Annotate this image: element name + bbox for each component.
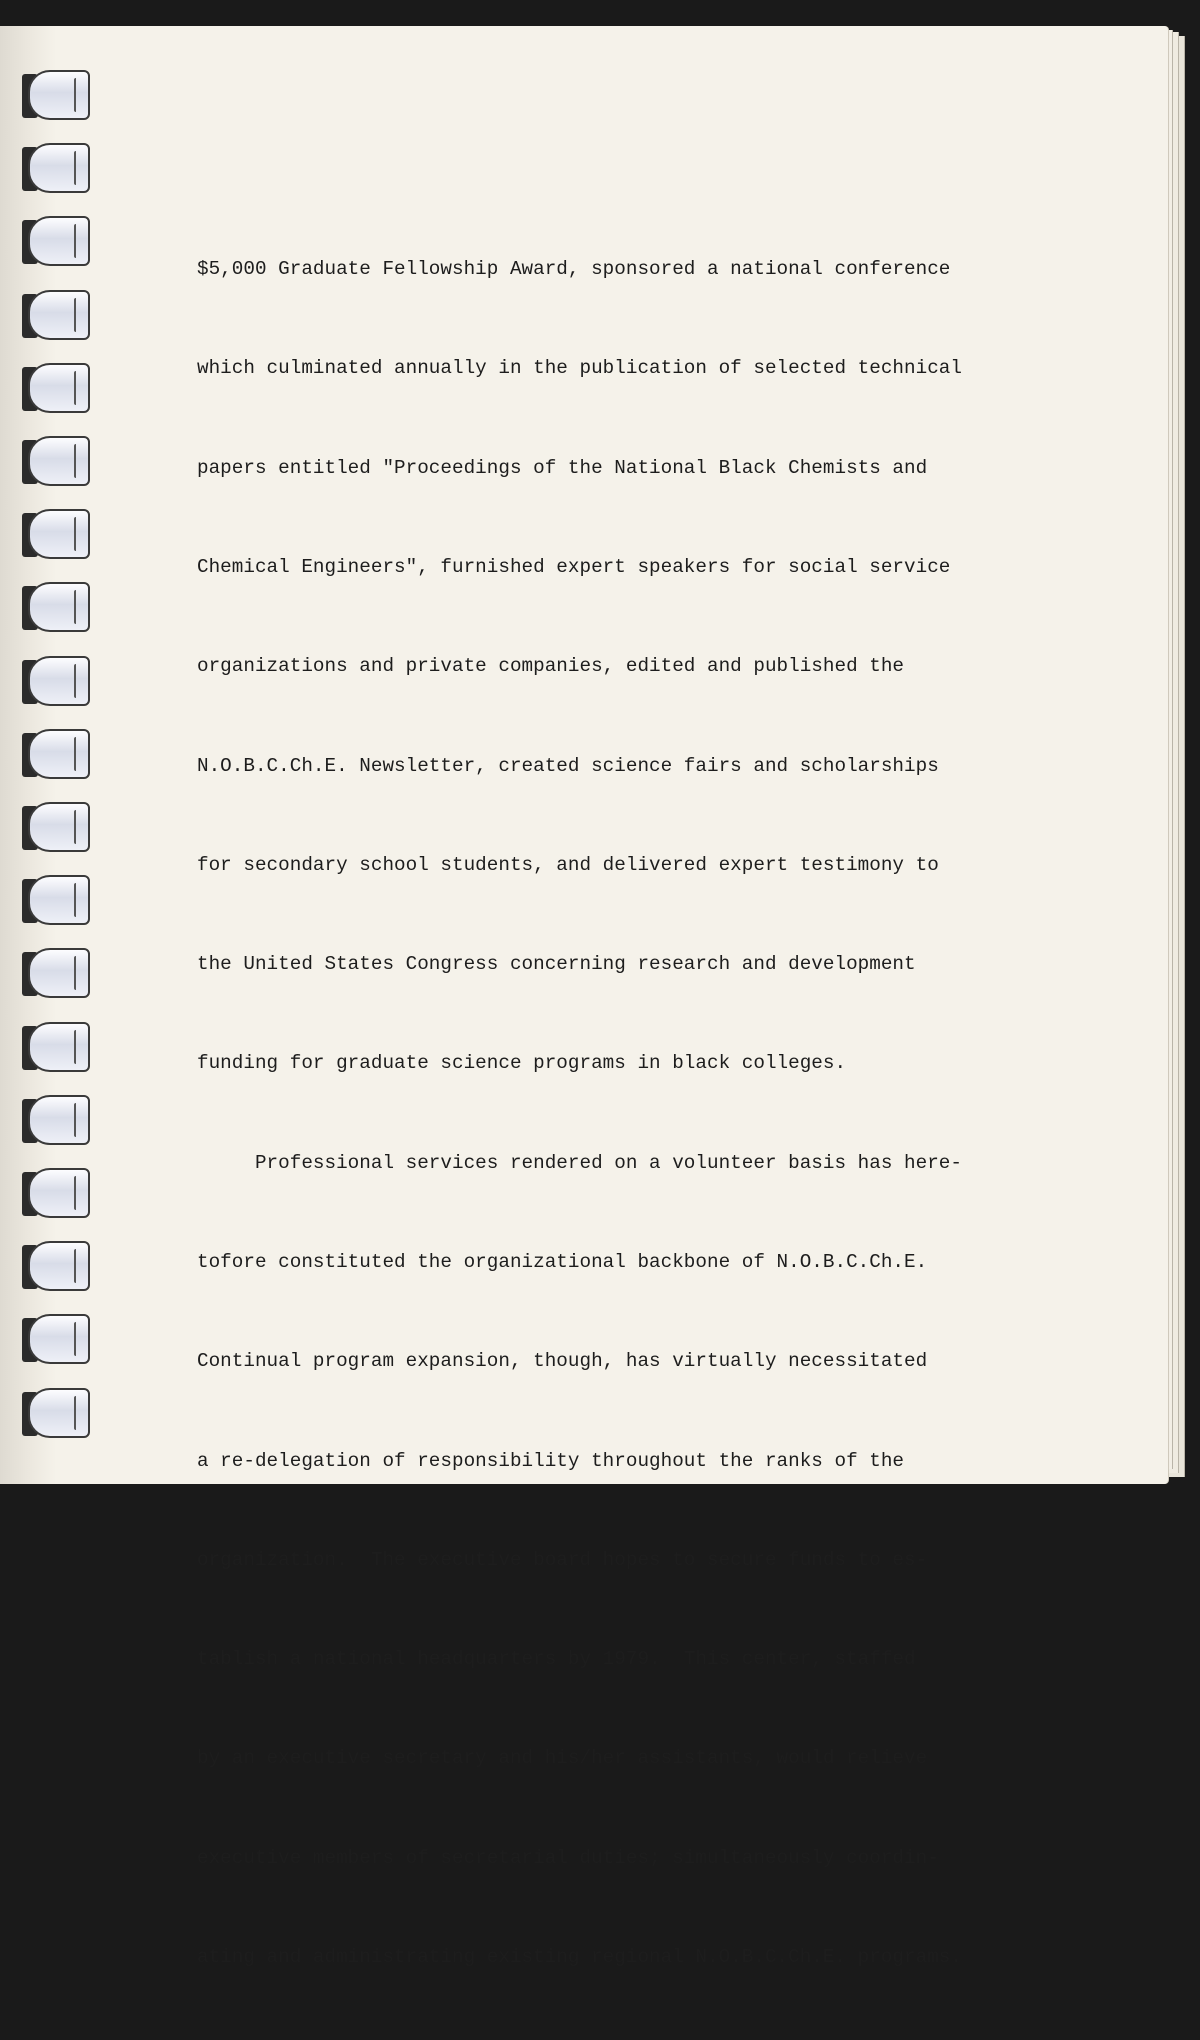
text-line: funding for graduate science programs in black colleges. (197, 1052, 847, 1075)
text-line: N.O.B.C.Ch.E. Newsletter, created science fairs and scholarships (197, 754, 939, 777)
binding-ring (28, 1314, 90, 1364)
binding-ring (28, 436, 90, 486)
paragraph-start-line: Professional services rendered on a volunteer basis has here- (197, 1151, 962, 1174)
binding-ring (28, 582, 90, 632)
text-line: Continual program expansion, though, has virtually necessitated (197, 1350, 928, 1373)
text-line: tofore constituted the organizational backbone of N.O.B.C.Ch.E. (197, 1251, 928, 1273)
binding-ring (28, 1095, 90, 1145)
text-line: organization. The executive board hopes to secure funds to es- (197, 1548, 928, 1571)
text-line: by an executive secretary and his/her assistants, would relieve (197, 1747, 928, 1770)
text-line: papers entitled "Proceedings of the National Black Chemists and (197, 456, 928, 479)
text-line: executive members of secretarial duties; simultaneously coordin- (197, 1846, 939, 1869)
binding-ring (28, 948, 90, 998)
binding-ring (28, 656, 90, 706)
text-line: tablish a national headquarters by 1979. This center, staffed (197, 1648, 916, 1671)
binding-ring (28, 802, 90, 852)
binding-ring (28, 70, 90, 120)
binding-ring (28, 509, 90, 559)
binding-ring (28, 143, 90, 193)
text-line: $5,000 Graduate Fellowship Award, sponsored a national conference (197, 258, 951, 281)
binding-ring (28, 729, 90, 779)
binding-ring (28, 875, 90, 925)
binding-ring (28, 1022, 90, 1072)
text-line: Chemical Engineers", furnished expert speakers for social service (197, 556, 951, 579)
binding-ring (28, 216, 90, 266)
text-line: organizations and private companies, edited and published the (197, 655, 905, 678)
binding-ring (28, 1388, 90, 1438)
text-line: for secondary school students, and delivered expert testimony to (197, 853, 939, 876)
binding-ring (28, 363, 90, 413)
binding-ring (28, 290, 90, 340)
binding-ring (28, 1241, 90, 1291)
binding-ring (28, 1168, 90, 1218)
text-line: which culminated annually in the publication of selected technical (197, 357, 962, 380)
text-line: a re-delegation of responsibility throughout the ranks of the (197, 1449, 905, 1472)
body-text (197, 187, 1097, 2040)
text-line: the United States Congress concerning research and development (197, 953, 916, 976)
text-line: ating and administrating existing regional N.O.B.C.Ch.E. programs. (197, 1945, 962, 1968)
